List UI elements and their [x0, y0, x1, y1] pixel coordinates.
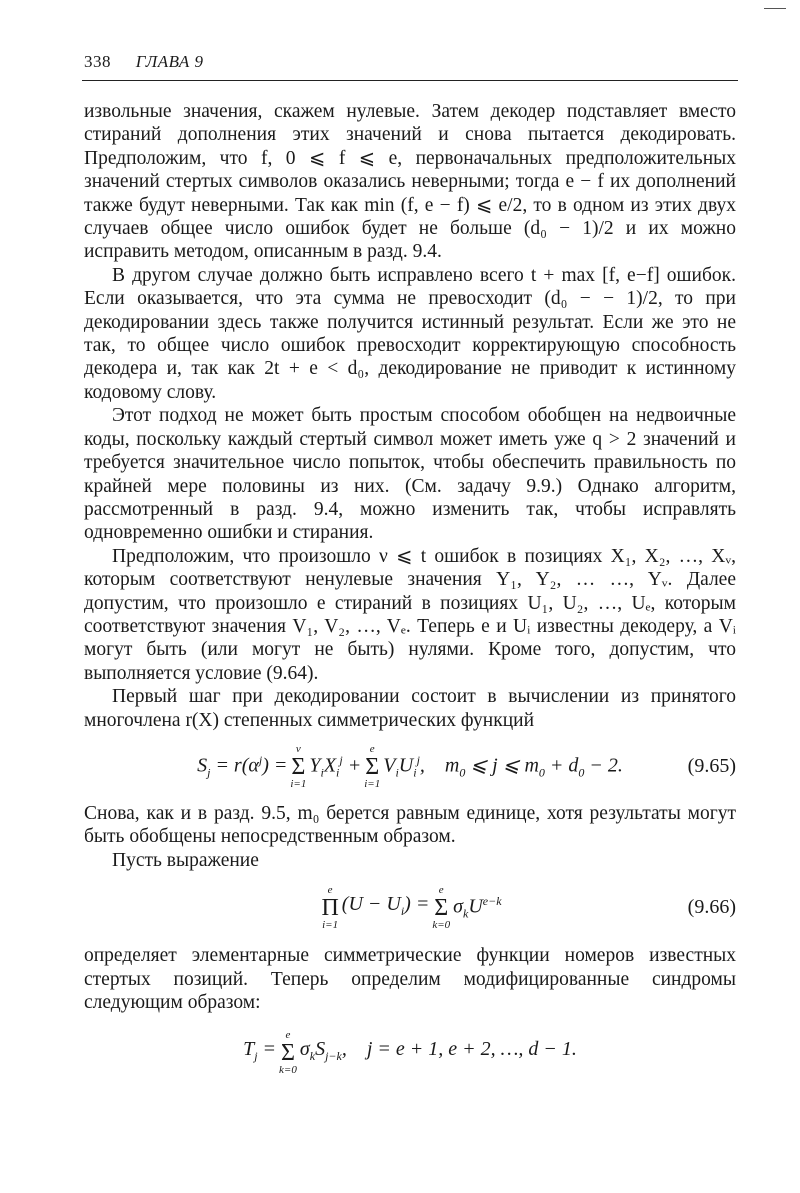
equation-modified-syndromes: $T_j$ = e Σ k=0 $\sigma_kS_{j-k}$, j = e + 1, e + 2, …, d − 1.	[243, 1029, 577, 1077]
paragraph-4: Предположим, что произошло ν ⩽ t ошибок в позициях X₁, X₂, …, Xᵥ, которым соответствуют ненулевые значения Y₁, Y₂, … …, Yᵥ. Далее допустим, что произошло e стираний в позициях U₁, U₂, …, Uₑ, которым соответствуют значения V₁, V₂, …, Vₑ. Теперь e и Uᵢ известны декодеру, а Vᵢ могут быть (или могут не быть) нулями. Кроме того, допустим, что выполняется условие (9.64).	[84, 545, 736, 684]
page-number: 338	[84, 52, 111, 71]
equation-number-9-66: (9.66)	[687, 896, 736, 919]
chapter-title: ГЛАВА 9	[135, 52, 204, 71]
header-rule	[82, 80, 738, 81]
paragraph-7: Пусть выражение	[112, 849, 259, 871]
paragraph-1: извольные значения, скажем нулевые. Затем декодер подставляет вместо стираний дополнения этих значений и снова пытается декодировать. Предположим, что f, 0 ⩽ f ⩽ e, первоначальных предположительных значений стертых символов оказались неверными; тогда e − f их дополнений также будут неверными. Так как min (f, e − f) ⩽ e/2, то в одном из этих двух случаев общее число ошибок будет не больше (d₀ − 1)/2 и их можно исправить методом, описанным в разд. 9.4.	[84, 101, 736, 263]
equation-9-65: $S_j = r(\alpha^j)$ = ν Σ i=1 $Y_iX_i^j$ + e Σ i=1 $V_iU_i^j$, $m_0$ ⩽ j ⩽ $m_0 + d_0 - 2$. (9.65)	[197, 742, 736, 790]
paragraph-3: Этот подход не может быть простым способом обобщен на недвоичные коды, поскольку каждый стертый символ может иметь уже q > 2 значений и требуется значительное число попыток, чтобы обеспечить правильность по крайней мере половины из них. (См. задачу 9.9.) Однако алгоритм, рассмотренный в разд. 9.4, можно изменить так, чтобы исправлять одновременно ошибки и стирания.	[84, 405, 736, 544]
equation-number-9-65: (9.65)	[687, 755, 736, 778]
paragraph-6: Снова, как и в разд. 9.5, m₀ берется равным единице, хотя результаты могут быть обобщены непосредственным образом.	[84, 802, 736, 848]
equation-9-66: e Π i=1 $(U - U_i)$ = e Σ k=0 $\sigma_kU^{e-k}$ (9.66)	[321, 884, 736, 932]
paragraph-2: В другом случае должно быть исправлено всего t + max [f, e−f] ошибок. Если оказывается, что эта сумма не превосходит (d₀ − − 1)/2, то при декодировании здесь также получится истинный результат. Если же это не так, то общее число ошибок превосходит корректирующую способность декодера и, так как 2t + e < d₀, декодирование не приводит к истинному кодовому слову.	[84, 264, 736, 403]
paragraph-8: определяет элементарные симметрические функции номеров известных стертых позиций. Теперь определим модифицированные синдромы следующим образом:	[84, 945, 736, 1013]
paragraph-5: Первый шаг при декодировании состоит в вычислении из принятого многочлена r(X) степенных симметрических функций	[84, 686, 736, 731]
corner-mark	[764, 8, 786, 9]
page-header	[84, 52, 736, 72]
page-body	[84, 100, 736, 1092]
